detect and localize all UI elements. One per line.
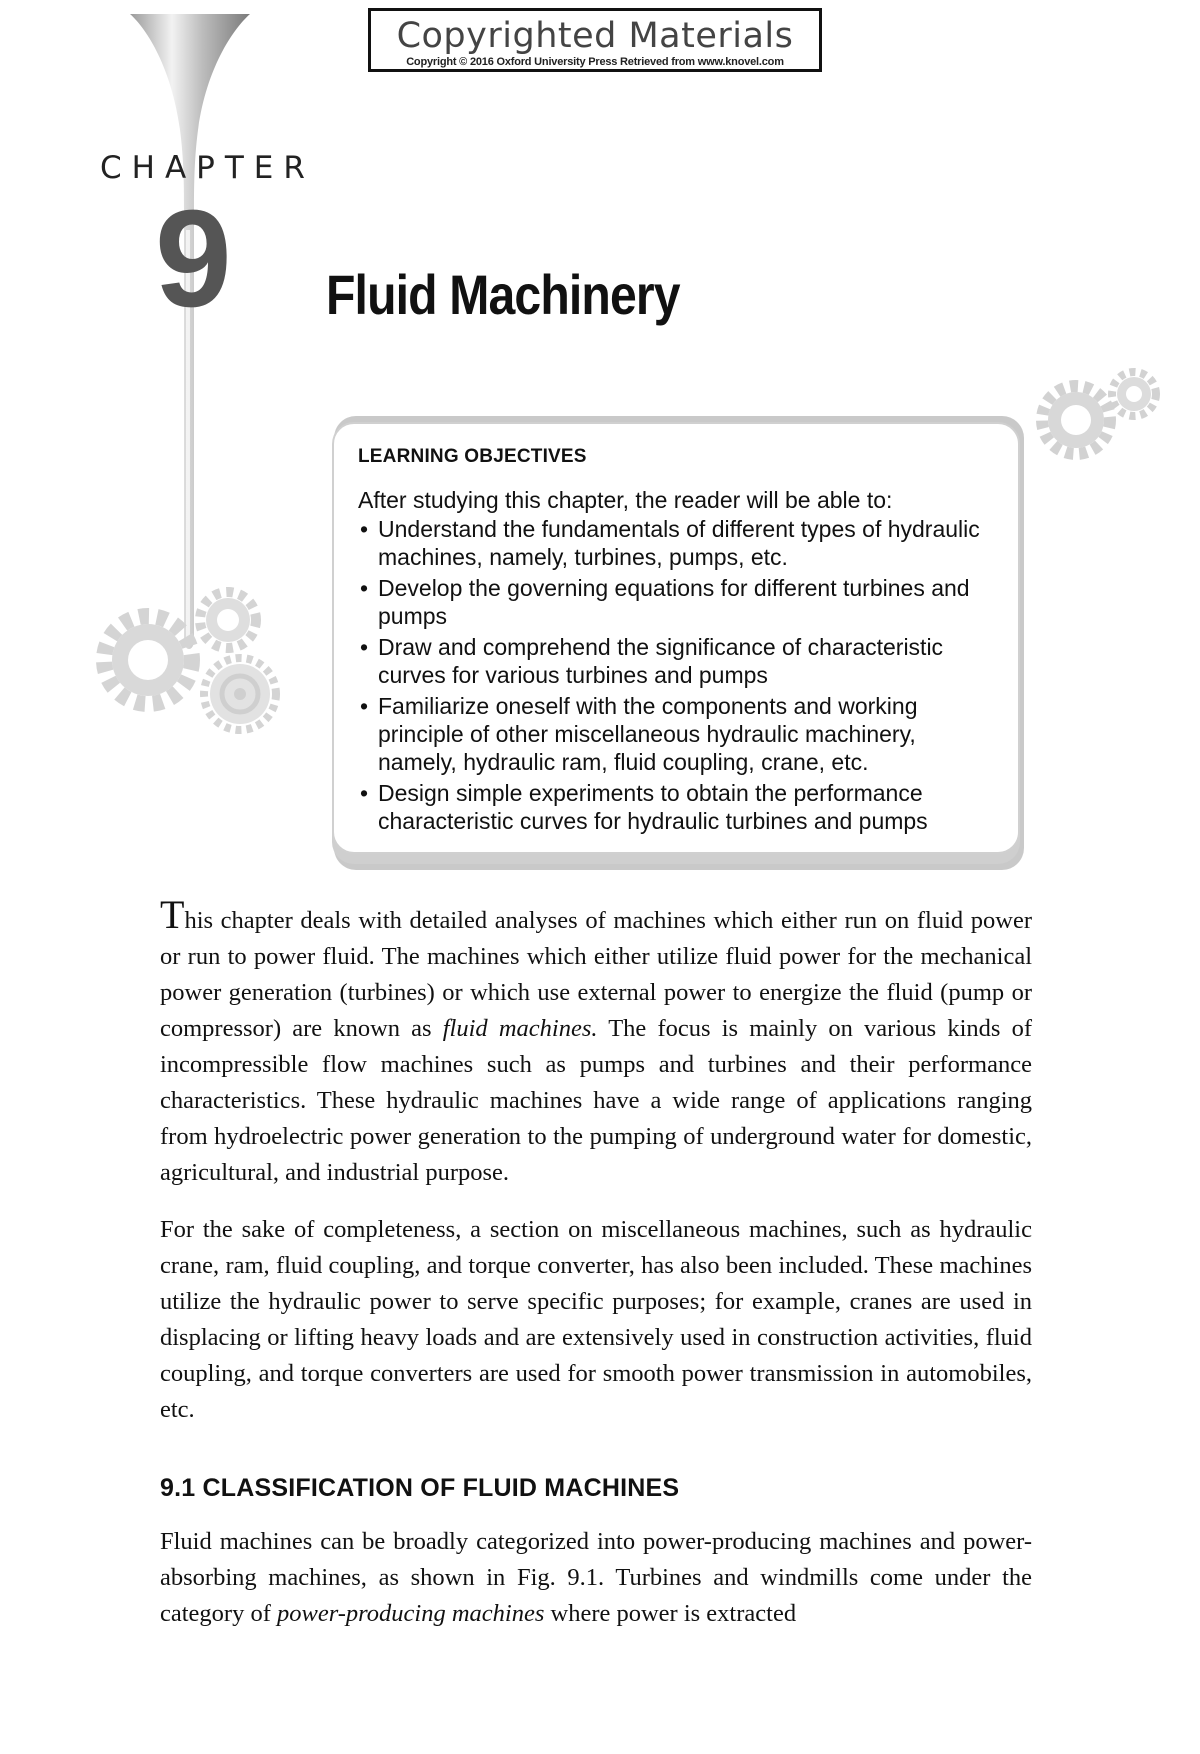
chapter-title: Fluid Machinery	[326, 263, 680, 326]
chapter-label: CHAPTER	[100, 150, 315, 186]
section-paragraph	[160, 1524, 1032, 1632]
second-paragraph: For the sake of completeness, a section on miscellaneous machines, such as hydraulic crane, ram, fluid coupling, and torque converter, has also been included. These machines utilize the hydraulic power to serve specific purposes; for example, cranes are used in displacing or lifting heavy loads and are extensively used in construction activities, fluid coupling, and torque converters are used for smooth power transmission in automobiles, etc.	[160, 1216, 1032, 1423]
gears-right-icon	[1030, 360, 1170, 470]
learning-objectives-box	[332, 422, 1020, 854]
list-item: • Understand the fundamentals of different types of hydraulic machines, namely, turbines, pumps, etc.	[358, 515, 996, 571]
section-text-end: where power is extracted	[544, 1600, 797, 1627]
section-heading: 9.1 CLASSIFICATION OF FLUID MACHINES	[160, 1474, 680, 1502]
section-text-start: Fluid machines can be broadly categorized into power-producing machines and power-absorbing machines, as shown in Fig. 9.1. Turbines and windmills come under the category of	[160, 1528, 1032, 1627]
copyright-title: Copyrighted Materials	[396, 16, 794, 56]
learning-objectives-heading: LEARNING OBJECTIVES	[358, 446, 587, 467]
copyright-banner	[368, 8, 822, 72]
list-item: • Familiarize oneself with the components and working principle of other miscellaneous hydraulic machinery, namely, hydraulic ram, fluid coupling, crane, etc.	[358, 692, 996, 776]
list-item: • Develop the governing equations for different turbines and pumps	[358, 574, 996, 630]
learning-objectives-list	[358, 515, 996, 835]
intro-paragraph	[160, 892, 1032, 1191]
section-emphasis: power-producing machines	[277, 1600, 545, 1627]
gears-left-icon	[88, 580, 288, 740]
drop-cap: T	[160, 892, 185, 937]
intro-emphasis: fluid machines.	[442, 1015, 598, 1042]
chapter-number: 9	[155, 182, 232, 336]
learning-objectives-intro: After studying this chapter, the reader will be able to:	[358, 487, 893, 513]
copyright-subtitle: Copyright © 2016 Oxford University Press Retrieved from www.knovel.com	[406, 56, 784, 68]
list-item: • Design simple experiments to obtain the performance characteristic curves for hydraulic turbines and pumps	[358, 779, 996, 835]
intro-text-end: The focus is mainly on various kinds of incompressible flow machines such as pumps and turbines and their performance characteristics. These hydraulic machines have a wide range of applications ranging from hydroelectric power generation to the pumping of underground water for domestic, agricultural, and industrial purpose.	[160, 1015, 1032, 1186]
list-item: • Draw and comprehend the significance of characteristic curves for various turbines and pumps	[358, 633, 996, 689]
intro-text-start: his chapter deals with detailed analyses of machines which either run on fluid power or run to power fluid. The machines which either utilize fluid power for the mechanical power generation (turbines) or which use external power to energize the fluid (pump or compressor) are known as	[160, 907, 1032, 1042]
